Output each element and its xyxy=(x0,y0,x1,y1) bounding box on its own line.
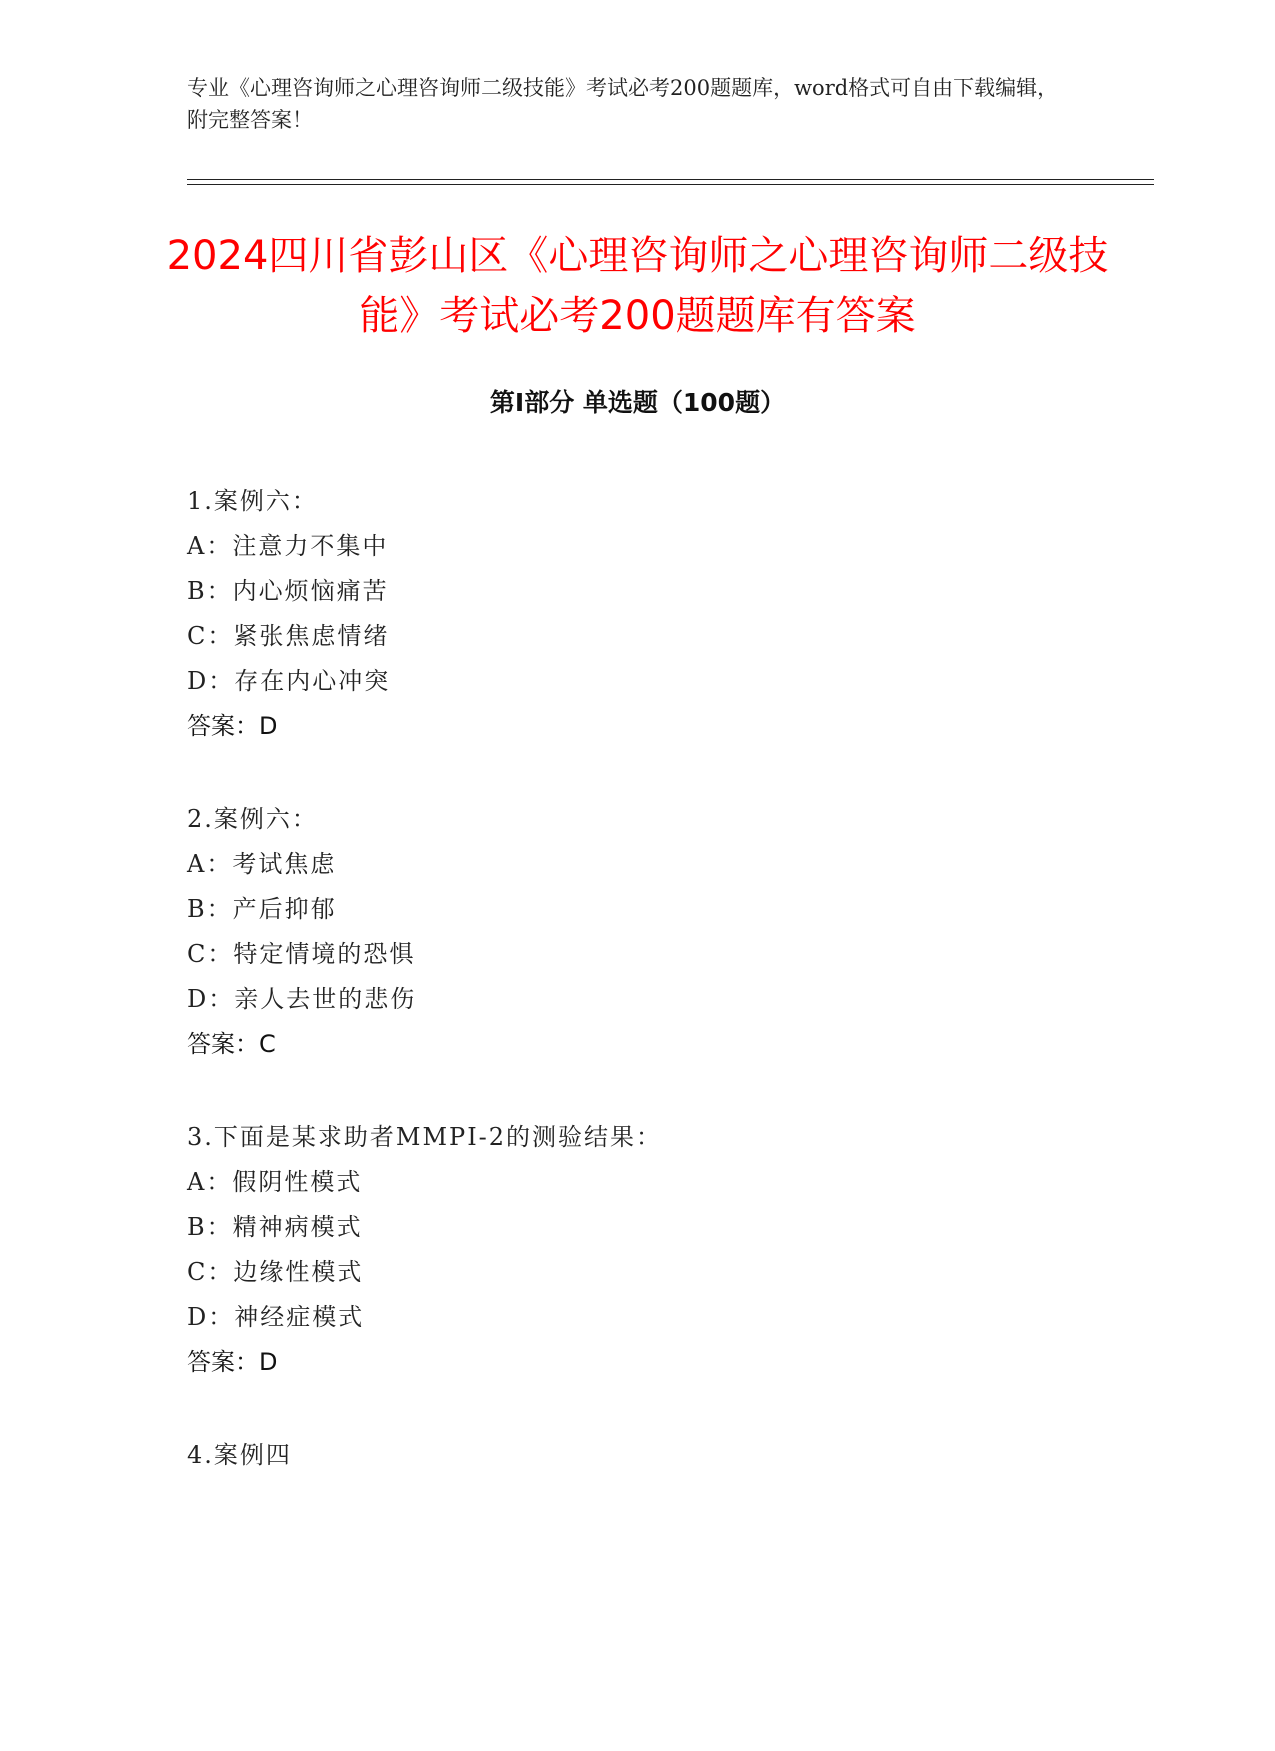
question-1 xyxy=(187,479,1087,797)
question-stem: 3.下面是某求助者MMPI-2的测验结果： xyxy=(187,1123,663,1151)
question-stem: 4.案例四 xyxy=(187,1441,292,1469)
answer-line: 答案：D xyxy=(187,1348,278,1376)
document-title: 2024四川省彭山区《心理咨询师之心理咨询师二级技能》考试必考200题题库有答案 xyxy=(166,233,1109,339)
header-note: 专业《心理咨询师之心理咨询师二级技能》考试必考200题题库，word格式可自由下载编辑，附完整答案！ xyxy=(187,76,1059,132)
question-stem: 1.案例六： xyxy=(187,487,318,515)
option-b: B：内心烦恼痛苦 xyxy=(187,577,389,605)
header-divider-bottom xyxy=(187,184,1154,185)
question-4 xyxy=(187,1433,1087,1751)
option-a: A：考试焦虑 xyxy=(187,850,337,878)
header-divider-top xyxy=(187,179,1154,180)
option-a: A：注意力不集中 xyxy=(187,532,389,560)
answer-line: 答案：C xyxy=(187,1030,276,1058)
question-list xyxy=(187,479,1087,1751)
option-d: D：存在内心冲突 xyxy=(187,667,391,695)
question-stem: 2.案例六： xyxy=(187,805,318,833)
answer-line: 答案：D xyxy=(187,712,278,740)
option-c: C：紧张焦虑情绪 xyxy=(187,622,390,650)
option-b: B：精神病模式 xyxy=(187,1213,363,1241)
section-heading: 第Ⅰ部分 单选题（100题） xyxy=(489,388,786,417)
option-d: D：神经症模式 xyxy=(187,1303,365,1331)
option-a: A：假阴性模式 xyxy=(187,1168,363,1196)
option-d: D：亲人去世的悲伤 xyxy=(187,985,417,1013)
option-c: C：边缘性模式 xyxy=(187,1258,364,1286)
option-b: B：产后抑郁 xyxy=(187,895,337,923)
question-2 xyxy=(187,797,1087,1115)
question-3 xyxy=(187,1115,1087,1433)
option-c: C：特定情境的恐惧 xyxy=(187,940,416,968)
